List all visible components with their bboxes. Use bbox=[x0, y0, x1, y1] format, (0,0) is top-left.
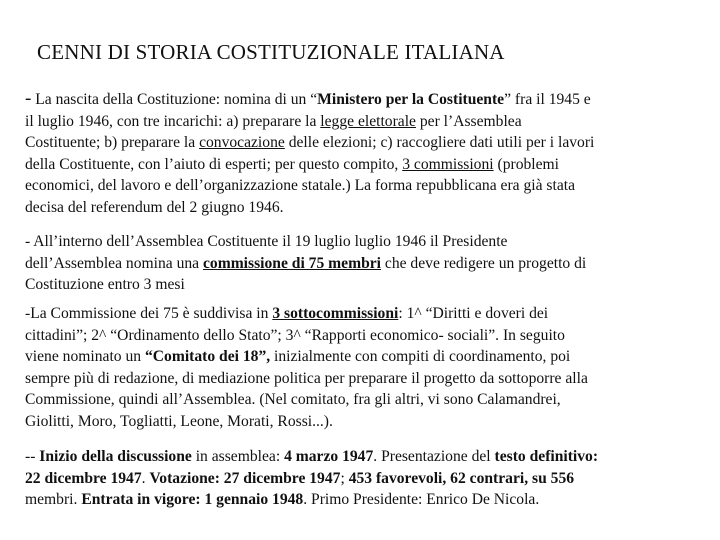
bold-term: 453 favorevoli, 62 contrari, su 556 bbox=[348, 469, 575, 487]
text-line bbox=[25, 346, 697, 368]
bold-term: 22 dicembre 1947 bbox=[25, 469, 142, 487]
bold-term: Entrata in vigore: 1 gennaio 1948 bbox=[81, 491, 304, 508]
bold-term: testo definitivo: bbox=[494, 448, 599, 465]
text-segment: (problemi bbox=[493, 155, 559, 173]
text-segment: . Primo Presidente: Enrico De Nicola. bbox=[303, 491, 540, 508]
text-line: Costituzione entro 3 mesi bbox=[25, 276, 185, 293]
text-line: decisa del referendum del 2 giugno 1946. bbox=[25, 198, 284, 216]
text-line bbox=[25, 489, 697, 511]
text-line bbox=[25, 132, 697, 154]
bold-term: “Comitato dei 18”, bbox=[144, 348, 271, 365]
text-segment: dell’Assemblea nomina una bbox=[25, 254, 203, 272]
text-segment: La nascita della Costituzione: nomina di un “ bbox=[31, 91, 318, 108]
text-segment: viene nominato un bbox=[25, 348, 145, 365]
text-line: Commissione, quindi all’Assemblea. (Nel comitato, fra gli altri, vi sono Calamandrei, bbox=[25, 391, 561, 408]
text-segment: che deve redigere un progetto di bbox=[381, 254, 587, 272]
text-line bbox=[25, 303, 697, 325]
bold-term: Inizio della discussione bbox=[39, 448, 192, 465]
underlined-term: commissione di 75 membri bbox=[202, 254, 381, 272]
text-line bbox=[25, 468, 697, 490]
underlined-term: 3 commissioni bbox=[402, 155, 494, 173]
text-line bbox=[25, 111, 697, 133]
paragraph-approval bbox=[25, 446, 697, 511]
paragraph-commission-75 bbox=[25, 231, 697, 296]
text-segment: delle elezioni; c) raccogliere dati utili per i lavori bbox=[284, 134, 595, 151]
text-segment: in assemblea: bbox=[191, 448, 285, 465]
text-segment: . Presentazione del bbox=[373, 448, 495, 465]
text-segment: della Costituente, con l’aiuto di esperti; per questo compito, bbox=[25, 155, 403, 173]
text-segment: Costituente; b) preparare la bbox=[25, 134, 200, 151]
underlined-term: 3 sottocommissioni bbox=[272, 305, 399, 322]
text-segment: ; bbox=[340, 469, 349, 487]
text-line bbox=[25, 446, 697, 468]
paragraph-subcommissions bbox=[25, 303, 697, 432]
text-line: economici, del lavoro e dell’organizzazione statale.) La forma repubblicana era già stata bbox=[25, 177, 575, 194]
text-line: - All’interno dell’Assemblea Costituente il 19 luglio luglio 1946 il Presidente bbox=[25, 233, 508, 250]
text-segment: il luglio 1946, con tre incarichi: a) preparare la bbox=[25, 112, 321, 130]
text-line bbox=[25, 154, 697, 176]
text-line bbox=[25, 253, 697, 275]
text-line: Giolitti, Moro, Togliatti, Leone, Morati, Rossi...). bbox=[25, 412, 333, 430]
text-segment: . bbox=[73, 491, 82, 508]
text-segment: . bbox=[141, 469, 150, 487]
text-segment: -La Commissione dei 75 è suddivisa in bbox=[25, 305, 273, 322]
bold-term: Votazione: 27 dicembre 1947 bbox=[149, 469, 341, 487]
text-segment: ” fra il 1945 e bbox=[504, 91, 591, 108]
text-segment: -- bbox=[25, 448, 40, 465]
ministry-name: Ministero per la Costituente bbox=[317, 91, 505, 108]
text-line: cittadini”; 2^ “Ordinamento dello Stato”; 3^ “Rapporti economico- sociali”. In seguito bbox=[25, 326, 565, 344]
text-segment: per l’Assemblea bbox=[415, 112, 522, 130]
text-line bbox=[25, 88, 697, 111]
page-title: CENNI DI STORIA COSTITUZIONALE ITALIANA bbox=[37, 40, 505, 64]
text-line: sempre più di redazione, di mediazione politica per preparare il progetto da sottoporre alla bbox=[25, 369, 588, 387]
bold-term: 4 marzo 1947 bbox=[284, 448, 374, 465]
text-segment: : 1^ “Diritti e doveri dei bbox=[398, 305, 549, 322]
underlined-term: legge elettorale bbox=[320, 112, 416, 130]
list-dash: - bbox=[25, 88, 32, 109]
text-segment: membri bbox=[25, 491, 74, 508]
paragraph-origins bbox=[25, 88, 697, 218]
underlined-term: convocazione bbox=[199, 134, 285, 151]
text-segment: inizialmente con compiti di coordinamento, poi bbox=[270, 348, 571, 365]
